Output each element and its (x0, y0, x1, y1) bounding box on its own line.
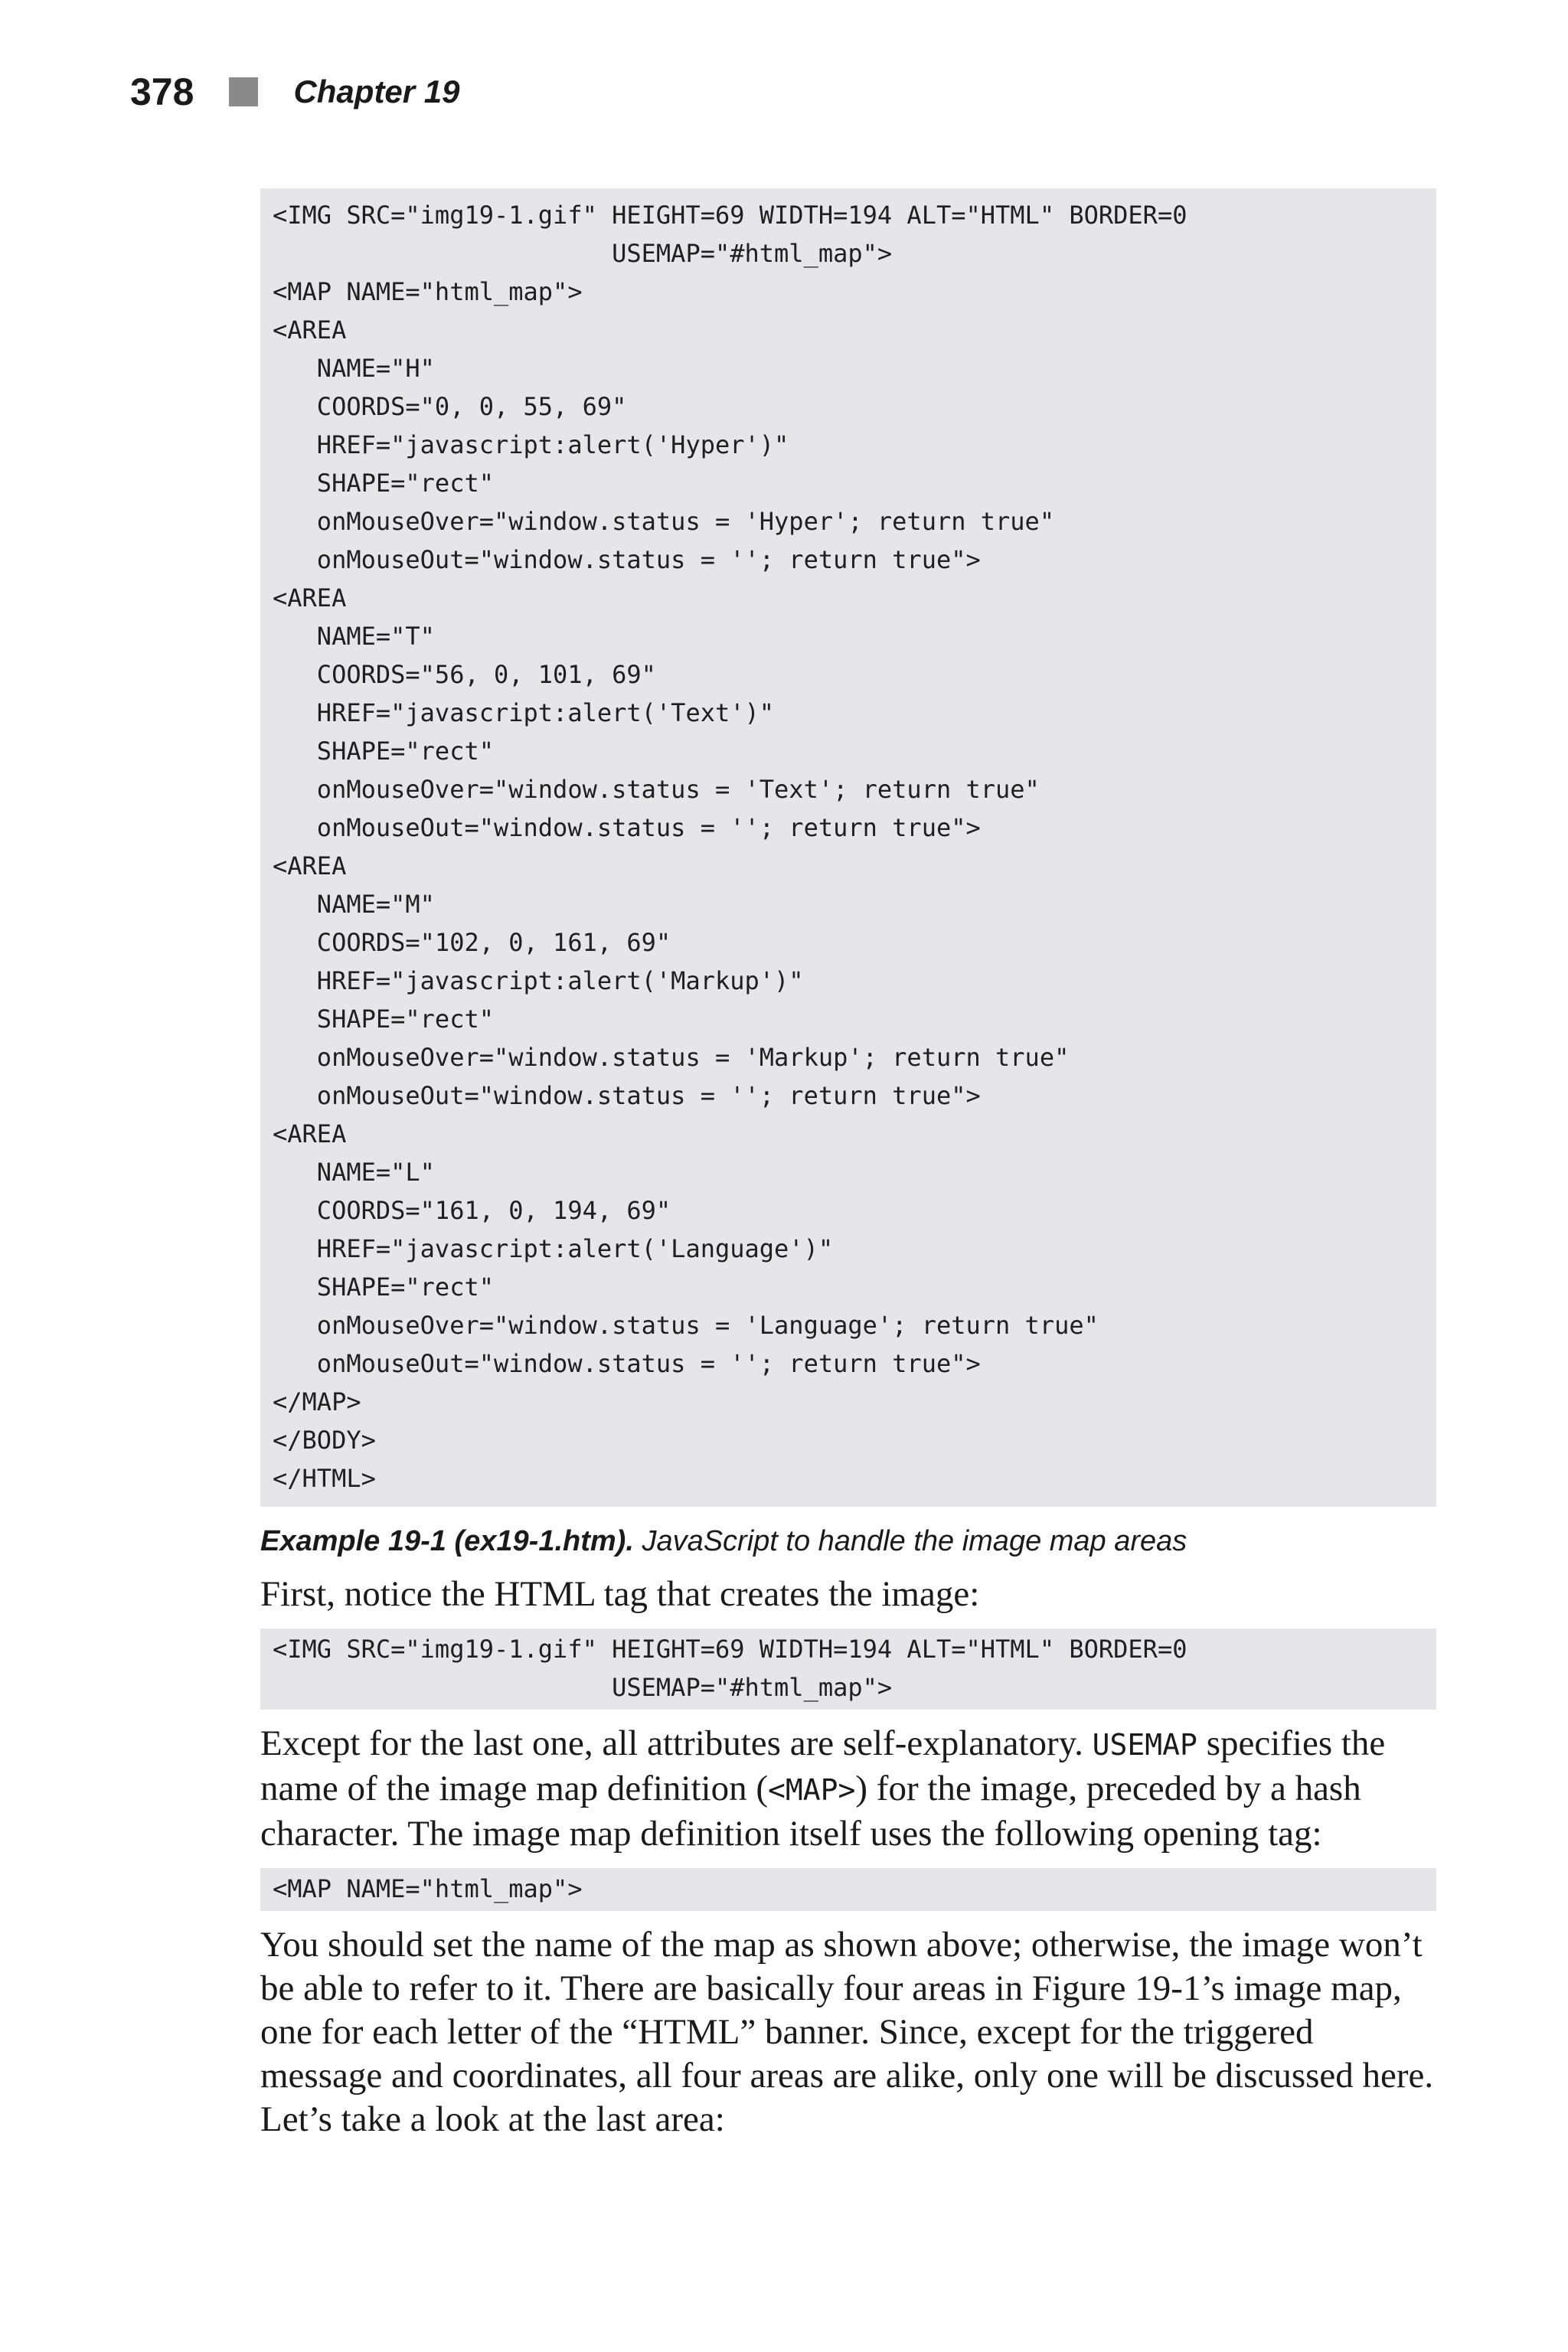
body-paragraph-3: You should set the name of the map as shown above; otherwise, the image won’t be able to refer to it. There are basically four areas in Figure 19-1’s image map, one for each letter of the “HTML” banner. Since, except for the triggered message and coordinates, all four areas are alike, only one will be discussed here. Let’s take a look at the last area: (260, 1925, 1434, 2139)
code-line: onMouseOut="window.status = ''; return true"> (273, 1349, 981, 1378)
inline-code-usemap: USEMAP (1092, 1728, 1197, 1762)
code-line: HREF="javascript:alert('Markup')" (273, 966, 804, 995)
code-line: HREF="javascript:alert('Text')" (273, 698, 775, 727)
code-line: <AREA (273, 583, 347, 612)
code-line: COORDS="56, 0, 101, 69" (273, 660, 656, 689)
code-listing-example-19-1 (260, 188, 1436, 1507)
inline-code-map-tag: <MAP> (768, 1773, 856, 1807)
code-line: NAME="M" (273, 890, 435, 919)
code-line: onMouseOver="window.status = 'Text'; return true" (273, 775, 1040, 804)
code-line: COORDS="161, 0, 194, 69" (273, 1196, 671, 1225)
code-line: USEMAP="#html_map"> (273, 1673, 893, 1702)
code-snippet-img-tag (260, 1628, 1436, 1710)
code-line: </BODY> (273, 1426, 376, 1455)
code-line: <MAP NAME="html_map"> (273, 1874, 583, 1903)
code-snippet-map-tag (260, 1868, 1436, 1911)
code-line: NAME="H" (273, 354, 435, 383)
code-line: COORDS="0, 0, 55, 69" (273, 392, 627, 421)
code-line: onMouseOver="window.status = 'Hyper'; return true" (273, 507, 1055, 536)
paragraph-2-text-b: specifies the name of the image map definition ( (260, 1723, 1386, 1808)
chapter-title: Chapter 19 (293, 74, 460, 109)
code-line: <AREA (273, 851, 347, 880)
paragraph-2-text-c: ) for the image, preceded by a hash character. The image map definition itself uses the following opening tag: (260, 1769, 1361, 1854)
code-line: <AREA (273, 315, 347, 345)
code-line: SHAPE="rect" (273, 1004, 494, 1034)
code-line: NAME="L" (273, 1158, 435, 1187)
code-line: onMouseOver="window.status = 'Markup'; return true" (273, 1043, 1070, 1072)
code-line: HREF="javascript:alert('Language')" (273, 1234, 834, 1263)
page-content (260, 188, 1436, 2154)
body-paragraph-1: First, notice the HTML tag that creates the image: (260, 1574, 980, 1614)
code-line: HREF="javascript:alert('Hyper')" (273, 430, 789, 459)
code-line: SHAPE="rect" (273, 1272, 494, 1302)
code-line: SHAPE="rect" (273, 737, 494, 766)
code-line: NAME="T" (273, 622, 435, 651)
paragraph-2-text-a: Except for the last one, all attributes are self-explanatory. (260, 1723, 1093, 1763)
code-line: COORDS="102, 0, 161, 69" (273, 928, 671, 957)
code-line: <MAP NAME="html_map"> (273, 277, 583, 306)
code-line: <AREA (273, 1119, 347, 1148)
page-number: 378 (130, 70, 194, 113)
code-line: <IMG SRC="img19-1.gif" HEIGHT=69 WIDTH=194 ALT="HTML" BORDER=0 (273, 201, 1187, 230)
code-line: </HTML> (273, 1464, 376, 1493)
header-square-ornament (229, 77, 258, 106)
code-line: onMouseOut="window.status = ''; return true"> (273, 545, 981, 574)
code-line: <IMG SRC="img19-1.gif" HEIGHT=69 WIDTH=194 ALT="HTML" BORDER=0 (273, 1635, 1187, 1664)
code-line: onMouseOut="window.status = ''; return true"> (273, 1081, 981, 1110)
running-header (130, 67, 460, 116)
example-caption-text: JavaScript to handle the image map areas (633, 1525, 1187, 1557)
example-caption (260, 1522, 1436, 1560)
body-paragraph-2 (260, 1722, 1436, 1856)
code-line: onMouseOut="window.status = ''; return true"> (273, 813, 981, 842)
code-line: onMouseOver="window.status = 'Language'; return true" (273, 1311, 1099, 1340)
code-line: USEMAP="#html_map"> (273, 239, 893, 268)
example-caption-label: Example 19-1 (ex19-1.htm). (260, 1525, 634, 1557)
code-line: SHAPE="rect" (273, 469, 494, 498)
code-line: </MAP> (273, 1387, 361, 1416)
